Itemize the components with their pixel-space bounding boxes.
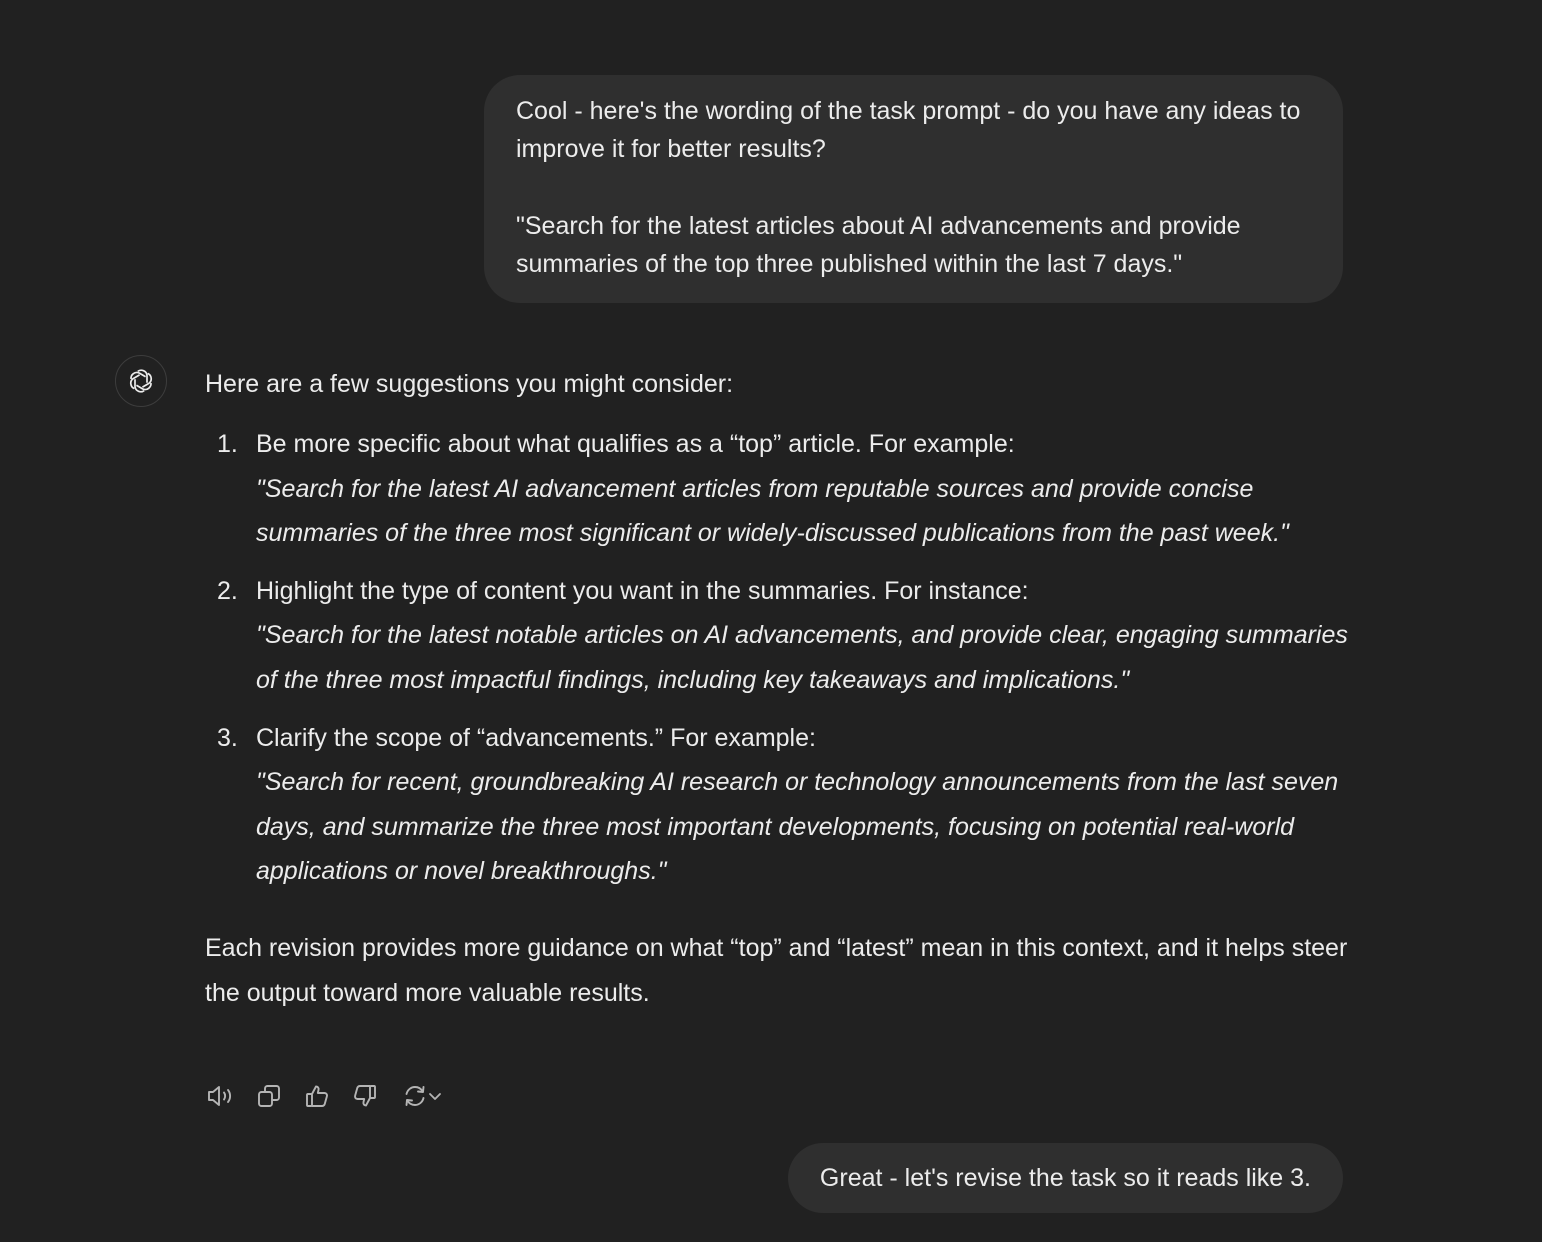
suggestion-lead: Be more specific about what qualifies as a “top” article. For example: — [256, 430, 1015, 458]
list-number: 3. — [217, 723, 238, 752]
good-response-button[interactable] — [301, 1080, 333, 1112]
user-message-text: Great - let's revise the task so it reads like 3. — [819, 1164, 1311, 1192]
thumbs-up-icon — [304, 1083, 330, 1109]
assistant-avatar — [115, 355, 167, 407]
message-actions — [205, 1080, 447, 1112]
bad-response-button[interactable] — [349, 1080, 381, 1112]
user-message-bubble — [788, 1143, 1343, 1213]
chevron-down-icon — [428, 1089, 442, 1103]
regenerate-icon — [402, 1083, 428, 1109]
suggestion-lead: Highlight the type of content you want in the summaries. For instance: — [256, 576, 1029, 605]
list-item — [205, 422, 1355, 556]
user-message-quote: "Search for the latest articles about AI advancements and provide summaries of the top three published within the last 7 days." — [516, 212, 1241, 278]
copy-icon — [256, 1083, 282, 1109]
read-aloud-button[interactable] — [205, 1080, 237, 1112]
suggestion-quote: "Search for recent, groundbreaking AI research or technology announcements from the last seven days, and summarize the three most important developments, focusing on potential real-world applications or novel breakthroughs." — [256, 768, 1339, 886]
list-item — [205, 569, 1355, 703]
assistant-outro: Each revision provides more guidance on what “top” and “latest” mean in this context, and it helps steer the output toward more valuable results. — [205, 933, 1348, 1007]
openai-logo-icon — [127, 367, 155, 395]
suggestion-list — [205, 422, 1355, 894]
copy-button[interactable] — [253, 1080, 285, 1112]
list-number: 2. — [217, 576, 238, 605]
list-number: 1. — [217, 430, 238, 458]
suggestion-lead: Clarify the scope of “advancements.” For example: — [256, 723, 816, 752]
user-message-bubble — [484, 75, 1343, 303]
assistant-intro: Here are a few suggestions you might consider: — [205, 370, 734, 398]
speaker-icon — [206, 1083, 236, 1109]
thumbs-down-icon — [352, 1083, 378, 1109]
suggestion-quote: "Search for the latest AI advancement articles from reputable sources and provide concise summaries of the three most significant or widely-discussed publications from the past week." — [256, 474, 1289, 548]
list-item — [205, 716, 1355, 894]
user-message-text: Cool - here's the wording of the task prompt - do you have any ideas to improve it for better results? — [516, 97, 1301, 163]
suggestion-quote: "Search for the latest notable articles on AI advancements, and provide clear, engaging summaries of the three most impactful findings, including key takeaways and implications." — [256, 621, 1348, 694]
regenerate-button[interactable] — [397, 1080, 447, 1112]
assistant-message — [205, 364, 1355, 1015]
